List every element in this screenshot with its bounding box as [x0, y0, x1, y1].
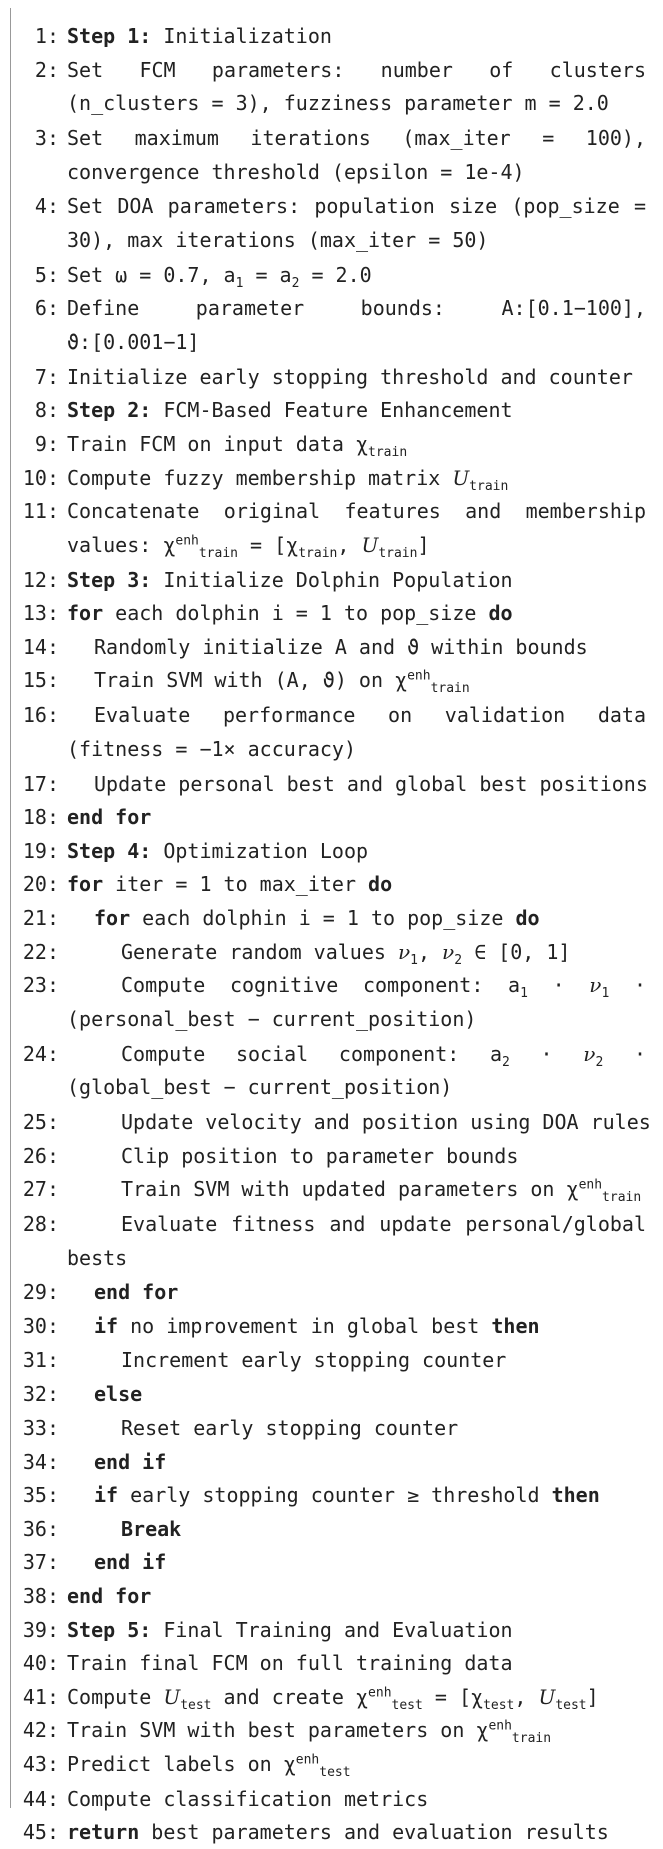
line-number: 19: — [22, 838, 59, 863]
line-text: Evaluate fitness and update personal/global — [121, 1212, 646, 1236]
algorithm-line — [11, 1276, 654, 1309]
algorithm-line-continuation — [11, 529, 654, 562]
line-text: return best parameters and evaluation results — [67, 1820, 609, 1845]
line-number: 5: — [34, 262, 59, 287]
line-number: 17: — [22, 771, 59, 796]
line-number: 27: — [22, 1177, 59, 1202]
algorithm-line — [11, 1748, 654, 1781]
line-text: for iter = 1 to max_iter do — [67, 872, 393, 897]
algorithm-line — [11, 564, 654, 597]
line-number: 13: — [22, 601, 59, 626]
line-number: 22: — [22, 939, 59, 964]
line-text: Step 2: FCM-Based Feature Enhancement — [67, 398, 513, 423]
line-text: Break — [121, 1516, 182, 1541]
line-text-continuation: ϑ:[0.001−1] — [67, 330, 200, 354]
algorithm-line — [11, 1446, 654, 1479]
line-text-continuation: (personal_best − current_position) — [67, 1006, 477, 1031]
line-number: 35: — [22, 1483, 59, 1508]
line-number: 3: — [34, 126, 59, 150]
line-text: Set maximum iterations (max_iter = 100), — [67, 126, 646, 150]
line-text: Train FCM on input data $\chi_{train}$ — [67, 432, 408, 460]
line-text: Generate random values $\nu_1$, $\nu_2$ ∈ [0, 1] — [121, 939, 571, 968]
line-number: 14: — [22, 634, 59, 659]
line-number: 38: — [22, 1584, 59, 1608]
algorithm-line — [11, 20, 654, 53]
line-text: Compute classification metrics — [67, 1786, 429, 1811]
algorithm-line — [11, 1038, 654, 1071]
algorithm-line — [11, 1546, 654, 1579]
algorithm-line — [11, 969, 654, 1002]
line-number: 33: — [22, 1416, 59, 1440]
line-text: if early stopping counter ≥ threshold then — [94, 1483, 600, 1508]
algorithm-line — [11, 1106, 654, 1139]
line-text: Evaluate performance on validation data — [94, 703, 646, 728]
line-text: Compute cognitive component: $a_1 \cdot \nu_1$ · — [121, 973, 646, 1002]
line-number: 18: — [22, 805, 59, 830]
line-text: Step 5: Final Training and Evaluation — [67, 1617, 513, 1642]
line-number: 12: — [22, 567, 59, 592]
algorithm-line — [11, 1344, 654, 1377]
line-text-continuation: bests — [67, 1245, 128, 1270]
algorithm-line — [11, 597, 654, 630]
line-text: end if — [94, 1449, 167, 1474]
line-text: Initialize early stopping threshold and counter — [67, 364, 633, 389]
algorithm-line — [11, 259, 654, 292]
line-number: 2: — [34, 57, 59, 82]
algorithm-line — [11, 1479, 654, 1512]
line-text: Compute $U_{test}$ and create $\chi^{enh}_{test} = [\chi_{test}$, $U_{test}$] — [67, 1684, 599, 1713]
line-text: Train SVM with best parameters on $\chi^{enh}_{train}$ — [67, 1718, 552, 1747]
line-number: 32: — [22, 1382, 59, 1407]
algorithm-line — [11, 1816, 654, 1849]
line-text: Set ω = 0.7, $a_1 = a_2 = 2.0$ — [67, 262, 372, 291]
line-number: 10: — [22, 465, 59, 490]
algorithm-line — [11, 462, 654, 495]
line-number: 16: — [22, 703, 59, 728]
algorithm-line — [11, 54, 654, 87]
line-text: Train final FCM on full training data — [67, 1651, 513, 1676]
line-number: 21: — [22, 906, 59, 930]
line-number: 37: — [22, 1550, 59, 1575]
algorithm-line-continuation — [11, 1003, 654, 1036]
algorithm-line — [11, 1310, 654, 1343]
line-text: Step 4: Optimization Loop — [67, 838, 369, 863]
line-number: 40: — [22, 1651, 59, 1676]
algorithm-line — [11, 1412, 654, 1445]
algorithm-line-continuation — [11, 224, 654, 257]
line-text: end if — [94, 1550, 167, 1575]
line-number: 11: — [22, 499, 59, 524]
line-text-continuation: values: $\chi^{enh}_{train} = [\chi_{train}$, $U_{train}$] — [67, 532, 430, 561]
line-number: 26: — [22, 1143, 59, 1168]
line-text: Compute fuzzy membership matrix $U_{train}$ — [67, 465, 509, 494]
line-text: Reset early stopping counter — [121, 1416, 459, 1440]
line-text: end for — [67, 1584, 152, 1608]
algorithm-line — [11, 1378, 654, 1411]
algorithm-line — [11, 835, 654, 868]
line-text: for each dolphin i = 1 to pop_size do — [67, 601, 513, 626]
line-text: Concatenate original features and membership — [67, 499, 646, 524]
algorithm-line — [11, 361, 654, 394]
algorithm-line — [11, 664, 654, 697]
line-text-continuation: convergence threshold (epsilon = 1e-4) — [67, 159, 525, 184]
line-text: Set DOA parameters: population size (pop_size = — [67, 194, 646, 219]
line-number: 45: — [22, 1820, 59, 1845]
line-text: Step 3: Initialize Dolphin Population — [67, 567, 513, 592]
line-text: Define parameter bounds: A:[0.1−100], — [67, 296, 646, 321]
line-number: 34: — [22, 1449, 59, 1474]
line-text: Set FCM parameters: number of clusters — [67, 57, 646, 82]
line-text: Compute social component: $a_2 \cdot \nu_2$ · — [121, 1041, 646, 1070]
line-number: 31: — [22, 1347, 59, 1372]
algorithm-line — [11, 631, 654, 664]
line-text-continuation: 30), max iterations (max_iter = 50) — [67, 228, 489, 252]
line-text: else — [94, 1382, 143, 1407]
line-text: Increment early stopping counter — [121, 1347, 507, 1372]
algorithm-line — [11, 1173, 654, 1206]
algorithm-line — [11, 495, 654, 528]
line-number: 8: — [34, 398, 59, 423]
line-text: Step 1: Initialization — [67, 24, 332, 48]
algorithm-line-continuation — [11, 1242, 654, 1275]
algorithm-line — [11, 1647, 654, 1680]
line-number: 20: — [22, 872, 59, 897]
line-number: 30: — [22, 1314, 59, 1338]
line-number: 43: — [22, 1752, 59, 1776]
line-number: 6: — [34, 296, 59, 321]
line-text: Update velocity and position using DOA rules — [121, 1110, 651, 1134]
line-number: 36: — [22, 1516, 59, 1541]
algorithm-line — [11, 801, 654, 834]
line-text: Predict labels on $\chi^{enh}_{test}$ — [67, 1752, 351, 1780]
line-text-continuation: (n_clusters = 3), fuzziness parameter m = 2.0 — [67, 91, 609, 116]
algorithm-line — [11, 768, 654, 801]
algorithm-line — [11, 122, 654, 155]
line-number: 39: — [22, 1617, 59, 1642]
algorithm-line-continuation — [11, 326, 654, 359]
algorithm-line-continuation — [11, 87, 654, 120]
line-number: 1: — [34, 24, 59, 48]
algorithm-line — [11, 902, 654, 935]
algorithm-line — [11, 1580, 654, 1613]
line-text: if no improvement in global best then — [94, 1314, 540, 1338]
line-number: 25: — [22, 1110, 59, 1134]
algorithm-line — [11, 1681, 654, 1714]
line-text: Clip position to parameter bounds — [121, 1143, 519, 1168]
line-text: for each dolphin i = 1 to pop_size do — [94, 906, 540, 930]
line-number: 7: — [34, 364, 59, 389]
line-text-continuation: (fitness = −1× accuracy) — [67, 736, 356, 761]
line-number: 41: — [22, 1684, 59, 1709]
algorithm-line — [11, 292, 654, 325]
line-number: 4: — [34, 194, 59, 219]
line-number: 23: — [22, 973, 59, 998]
algorithm-line — [11, 1614, 654, 1647]
line-number: 28: — [22, 1212, 59, 1236]
algorithm-line-continuation — [11, 1071, 654, 1104]
algorithm-line — [11, 190, 654, 223]
algorithm-line-continuation — [11, 733, 654, 766]
algorithm-line — [11, 1140, 654, 1173]
algorithm-line — [11, 1208, 654, 1241]
line-text: end for — [94, 1280, 179, 1305]
line-text: Train SVM with (A, ϑ) on $\chi^{enh}_{train}$ — [94, 668, 470, 697]
line-text: Train SVM with updated parameters on $\chi^{enh}_{train}$ — [121, 1177, 642, 1206]
line-text: Update personal best and global best positions — [94, 771, 648, 796]
line-number: 29: — [22, 1280, 59, 1305]
line-text: end for — [67, 805, 152, 830]
line-number: 44: — [22, 1786, 59, 1811]
algorithm-line — [11, 1513, 654, 1546]
algorithm-line — [11, 394, 654, 427]
algorithm-line — [11, 1783, 654, 1816]
line-number: 15: — [22, 668, 59, 693]
line-number: 24: — [22, 1041, 59, 1066]
line-number: 9: — [34, 432, 59, 456]
line-number: 42: — [22, 1718, 59, 1743]
algorithm-line — [11, 1714, 654, 1747]
line-text-continuation: (global_best − current_position) — [67, 1075, 453, 1100]
algorithm-line — [11, 428, 654, 461]
algorithm-line — [11, 868, 654, 901]
algorithm-line — [11, 936, 654, 969]
algorithm-block — [10, 8, 654, 1845]
algorithm-line — [11, 699, 654, 732]
line-text: Randomly initialize A and ϑ within bounds — [94, 634, 588, 659]
algorithm-line-continuation — [11, 156, 654, 189]
